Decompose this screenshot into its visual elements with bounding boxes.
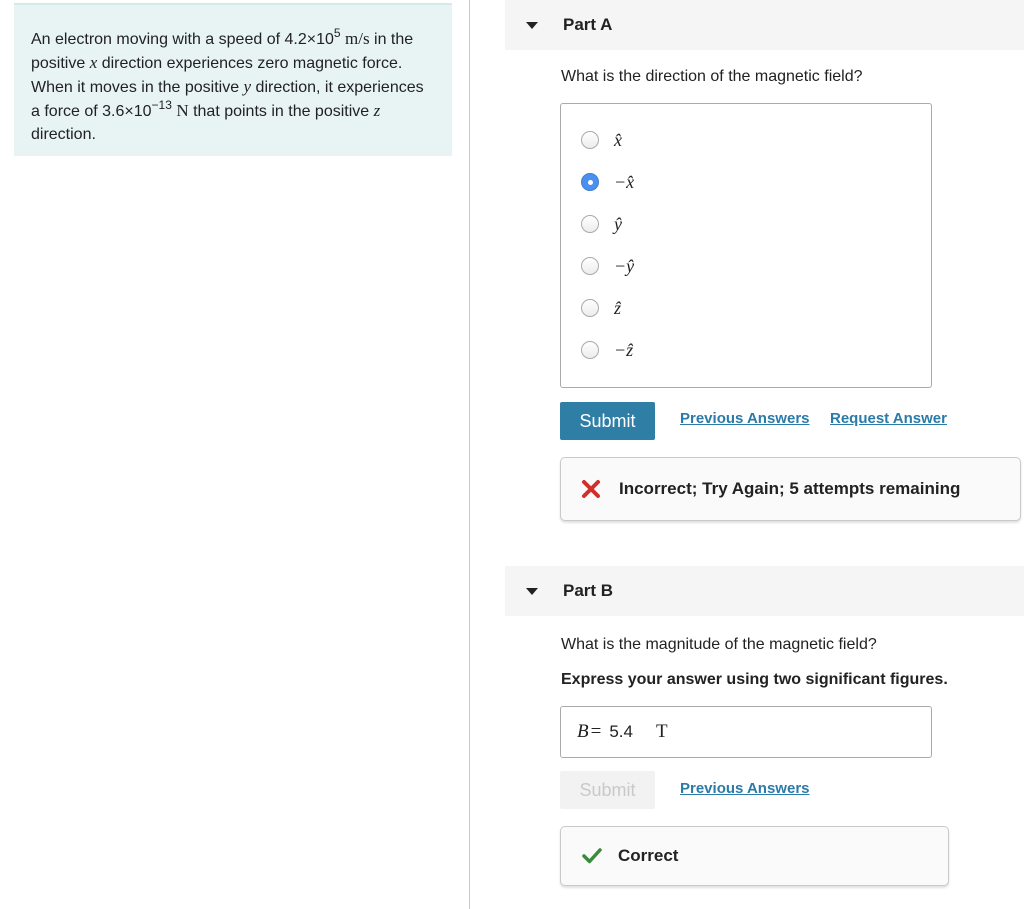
problem-text-intro: An electron moving with a speed of 4.2×10 bbox=[31, 31, 334, 48]
problem-text-5: direction. bbox=[31, 126, 96, 143]
choice-neg-y-hat[interactable] bbox=[581, 254, 634, 278]
request-answer-link[interactable]: Request Answer bbox=[830, 410, 947, 427]
part-a-submit-button[interactable]: Submit bbox=[560, 402, 655, 440]
answer-choices bbox=[560, 103, 932, 388]
radio-button[interactable] bbox=[581, 341, 599, 359]
choice-label: ẑ bbox=[614, 297, 622, 318]
part-a-header[interactable] bbox=[505, 0, 1024, 50]
speed-unit: m/s bbox=[345, 29, 370, 48]
radio-button[interactable] bbox=[581, 131, 599, 149]
answer-field[interactable] bbox=[560, 706, 932, 758]
radio-button[interactable] bbox=[581, 215, 599, 233]
x-mark-icon bbox=[581, 479, 601, 499]
choice-label: x̂ bbox=[614, 129, 622, 150]
problem-text-1: in the positive bbox=[31, 31, 414, 72]
choice-neg-x-hat[interactable] bbox=[581, 170, 634, 194]
part-b-instruction: Express your answer using two significant figures. bbox=[561, 671, 948, 688]
feedback-text: Correct bbox=[618, 846, 679, 865]
choice-neg-z-hat[interactable] bbox=[581, 338, 633, 362]
part-b-question: What is the magnitude of the magnetic field? bbox=[561, 636, 877, 653]
part-b-feedback bbox=[560, 826, 949, 886]
var-y: y bbox=[243, 77, 252, 96]
part-a-title: Part A bbox=[563, 15, 613, 34]
force-exponent: −13 bbox=[151, 98, 172, 112]
choice-label: −ẑ bbox=[614, 339, 634, 360]
choice-y-hat[interactable] bbox=[581, 212, 622, 236]
var-z: z bbox=[373, 101, 381, 120]
force-unit: N bbox=[176, 101, 189, 120]
part-b-header[interactable] bbox=[505, 566, 1024, 616]
equals-sign: = bbox=[590, 721, 602, 742]
collapse-triangle-icon[interactable] bbox=[526, 588, 538, 595]
radio-button[interactable] bbox=[581, 299, 599, 317]
collapse-triangle-icon[interactable] bbox=[526, 22, 538, 29]
problem-statement bbox=[14, 3, 452, 156]
part-a-previous-answers-link[interactable]: Previous Answers bbox=[680, 410, 810, 427]
speed-exponent: 5 bbox=[333, 26, 341, 40]
part-b-title: Part B bbox=[563, 581, 614, 600]
answer-symbol: B bbox=[577, 721, 589, 742]
choice-x-hat[interactable] bbox=[581, 128, 622, 152]
var-x: x bbox=[89, 53, 98, 72]
part-a-question: What is the direction of the magnetic field? bbox=[561, 68, 863, 85]
radio-button-selected[interactable] bbox=[581, 173, 599, 191]
feedback-text: Incorrect; Try Again; 5 attempts remaining bbox=[619, 479, 961, 498]
part-b-submit-button[interactable]: Submit bbox=[560, 771, 655, 809]
problem-text-4: that points in the positive bbox=[188, 103, 374, 120]
choice-label: ŷ bbox=[614, 213, 622, 234]
column-divider bbox=[469, 0, 470, 909]
problem-text-2: direction experiences zero magnetic force. When it moves in the positive bbox=[31, 55, 403, 96]
answer-unit: T bbox=[655, 721, 668, 742]
radio-button[interactable] bbox=[581, 257, 599, 275]
check-icon bbox=[582, 847, 602, 865]
choice-z-hat[interactable] bbox=[581, 296, 621, 320]
choice-label: −ŷ bbox=[614, 255, 635, 276]
part-b-previous-answers-link[interactable]: Previous Answers bbox=[680, 780, 810, 797]
part-a-feedback bbox=[560, 457, 1021, 521]
answer-value[interactable]: 5.4 bbox=[609, 722, 633, 741]
choice-label: −x̂ bbox=[614, 171, 635, 192]
problem-text-3: direction, it experiences a force of 3.6×10 bbox=[31, 79, 424, 120]
